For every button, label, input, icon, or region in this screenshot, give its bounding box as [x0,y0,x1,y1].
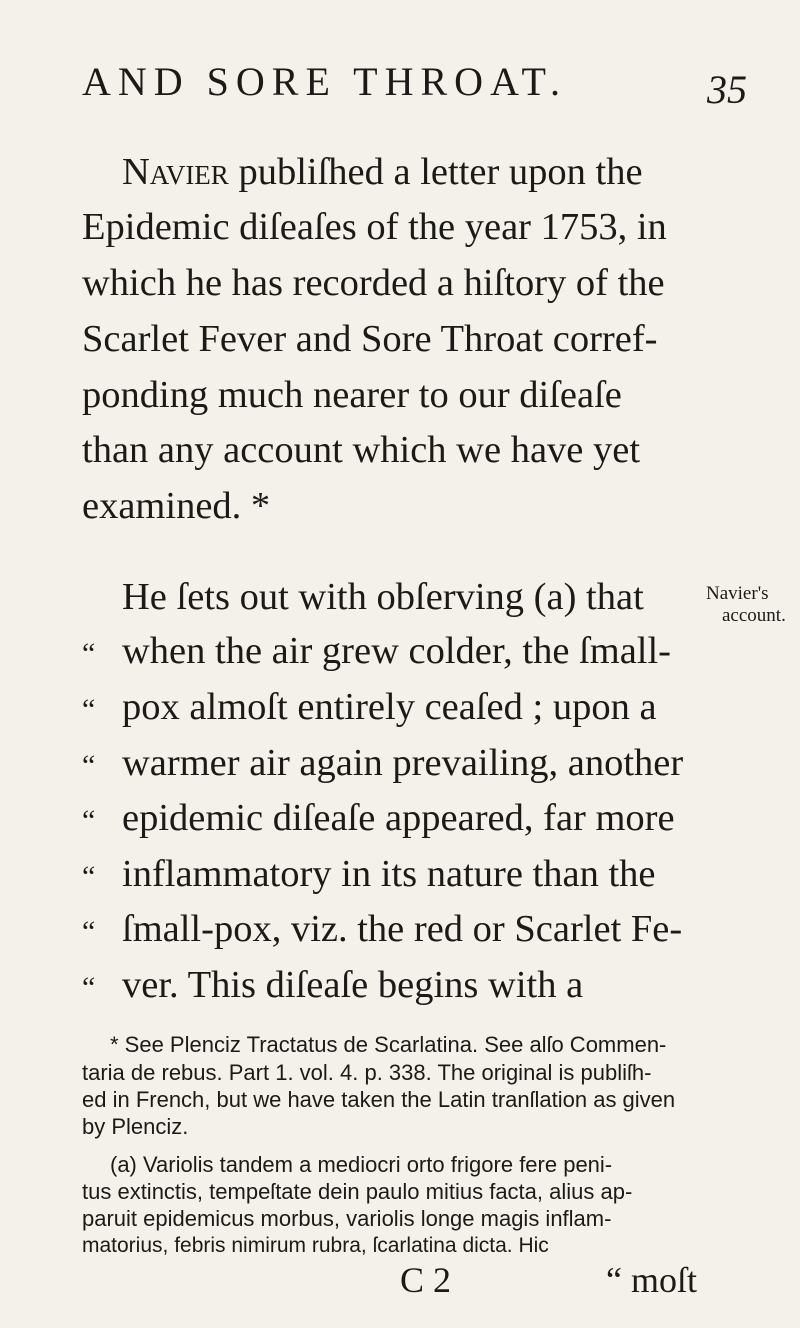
quote-mark: “ [82,971,96,1004]
quote-mark: “ [82,637,96,670]
paragraph-1-line-3: which he has recorded a hiſtory of the [82,262,665,304]
quote-line-5 [82,855,656,894]
quote-line-7 [82,966,583,1005]
quote-line-3-text: warmer air again prevailing, another [122,742,684,784]
page-number: 35 [707,67,747,112]
quote-line-4 [82,799,675,838]
quote-line-6 [82,910,682,949]
paragraph-1-line-2: Epidemic diſeaſes of the year 1753, in [82,206,667,248]
paragraph-1-line-5: ponding much nearer to our diſeaſe [82,374,622,416]
quote-line-4-text: epidemic diſeaſe appeared, far more [122,797,675,839]
quote-line-3 [82,744,683,783]
quote-mark: “ [82,915,96,948]
paragraph-2-line-1: He ſets out with obſerving (a) that [122,576,644,618]
paragraph-1-line-7: examined. * [82,485,271,527]
quote-line-1-text: when the air grew colder, the ſmall- [122,630,672,672]
paragraph-1-line-1 [122,153,643,192]
quote-line-1 [82,632,671,671]
footnote-a-line-3: paruit epidemicus morbus, variolis longe magis inflam- [82,1206,612,1231]
quote-line-6-text: ſmall-pox, viz. the red or Scarlet Fe- [122,908,683,950]
footnote-star-line-3: ed in French, but we have taken the Latin tranſlation as given [82,1087,676,1112]
footnote-star-line-2: taria de rebus. Part 1. vol. 4. p. 338. The original is publiſh- [82,1060,652,1085]
margin-note-line-2: account. [722,605,786,626]
catchword: “ moſt [606,1260,697,1300]
quote-line-5-text: inflammatory in its nature than the [122,853,656,895]
footnote-a-line-4: matorius, febris nimirum rubra, ſcarlatina dicta. Hic [82,1234,549,1257]
paragraph-1-line-1-text: publiſhed a letter upon the [238,151,643,193]
paragraph-1-line-6: than any account which we have yet [82,429,641,471]
running-head: AND SORE THROAT. [82,59,567,104]
quote-mark: “ [82,804,96,837]
paragraph-1-line-4: Scarlet Fever and Sore Throat corref- [82,318,658,360]
quote-mark: “ [82,749,96,782]
quote-mark: “ [82,693,96,726]
quote-line-2 [82,688,657,727]
signature-mark: C 2 [400,1260,452,1300]
quote-line-2-text: pox almoſt entirely ceaſed ; upon a [122,686,657,728]
footnote-star-line-4: by Plenciz. [82,1114,189,1139]
footnote-star-line-1: * See Plenciz Tractatus de Scarlatina. See alſo Commen- [110,1032,667,1057]
footnote-a-line-2: tus extinctis, tempeſtate dein paulo mitius facta, alius ap- [82,1179,633,1204]
quote-line-7-text: ver. This diſeaſe begins with a [122,964,584,1006]
quote-mark: “ [82,860,96,893]
author-name: Navier [122,151,229,193]
margin-note-line-1: Navier's [706,583,769,604]
footnote-a-line-1: (a) Variolis tandem a mediocri orto frigore fere peni- [110,1152,613,1177]
